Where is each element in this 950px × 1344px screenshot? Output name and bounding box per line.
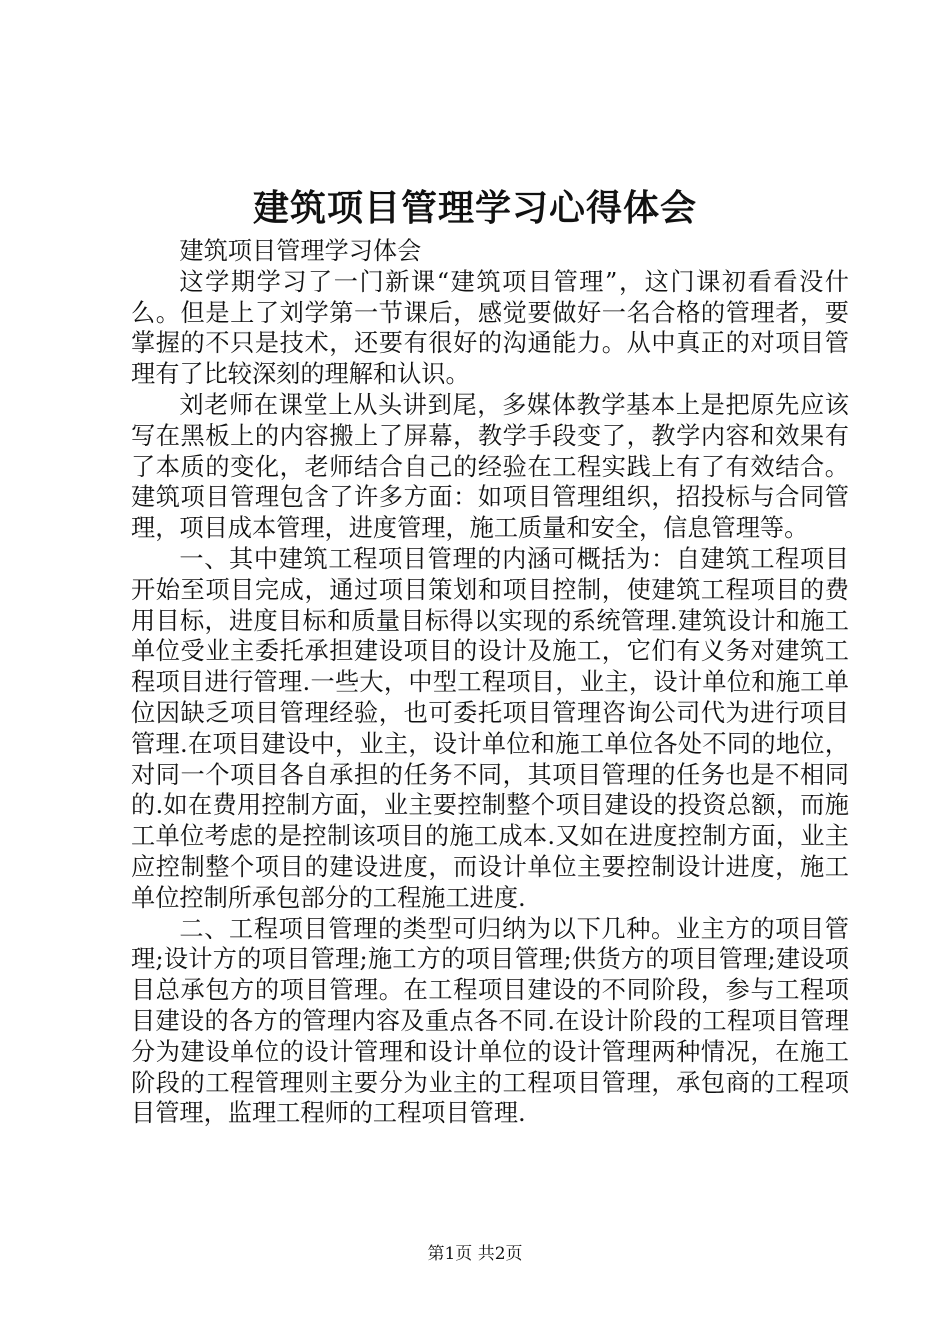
page-number-footer: 第1页 共2页 (427, 1244, 523, 1264)
document-title: 建筑项目管理学习心得体会 (252, 187, 697, 229)
paragraph-subtitle: 建筑项目管理学习体会 (179, 237, 422, 265)
paragraph-section-two: 二、工程项目管理的类型可归纳为以下几种。业主方的项目管理;设计方的项目管理;施工方的项目管理;供货方的项目管理;建设项目总承包方的项目管理。在工程项目建设的不同阶段，参与工程项目建设的各方的管理内容及重点各不同.在设计阶段的工程项目管理分为建设单位的设计管理和设计单位的设计管理两种情况，在施工阶段的工程管理则主要分为业主的工程项目管理，承包商的工程项目管理，监理工程师的工程项目管理. (131, 914, 849, 1128)
paragraph-teacher: 刘老师在课堂上从头讲到尾，多媒体教学基本上是把原先应该写在黑板上的内容搬上了屏幕，教学手段变了，教学内容和效果有了本质的变化，老师结合自己的经验在工程实践上有了有效结合。建筑项目管理包含了许多方面：如项目管理组织，招投标与合同管理，项目成本管理，进度管理，施工质量和安全，信息管理等。 (131, 390, 849, 543)
document-body (131, 236, 849, 1129)
paragraph-intro: 这学期学习了一门新课“建筑项目管理”，这门课初看看没什么。但是上了刘学第一节课后，感觉要做好一名合格的管理者，要掌握的不只是技术，还要有很好的沟通能力。从中真正的对项目管理有了比较深刻的理解和认识。 (131, 267, 849, 389)
paragraph-section-one: 一、其中建筑工程项目管理的内涵可概括为：自建筑工程项目开始至项目完成，通过项目策划和项目控制，使建筑工程项目的费用目标，进度目标和质量目标得以实现的系统管理.建筑设计和施工单位受业主委托承担建设项目的设计及施工，它们有义务对建筑工程项目进行管理.一些大，中型工程项目，业主，设计单位和施工单位因缺乏项目管理经验，也可委托项目管理咨询公司代为进行项目管理.在项目建设中，业主，设计单位和施工单位各处不同的地位，对同一个项目各自承担的任务不同，其项目管理的任务也是不相同的.如在费用控制方面，业主要控制整个项目建设的投资总额，而施工单位考虑的是控制该项目的施工成本.又如在进度控制方面，业主应控制整个项目的建设进度，而设计单位主要控制设计进度，施工单位控制所承包部分的工程施工进度. (131, 544, 849, 912)
